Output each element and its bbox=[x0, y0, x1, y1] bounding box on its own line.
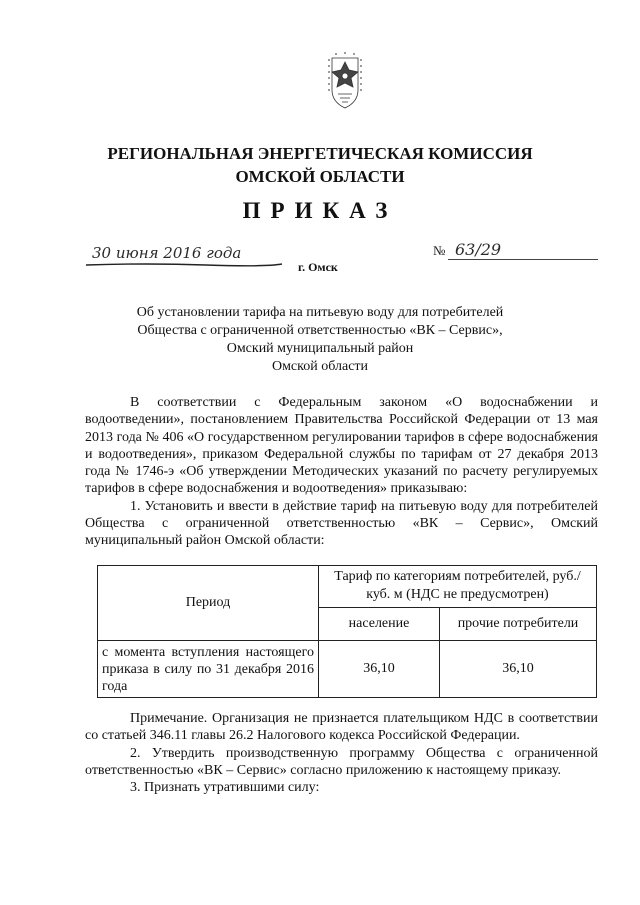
other-consumers-header: прочие потребители bbox=[440, 607, 597, 640]
number-label: № bbox=[433, 243, 446, 258]
item-3-paragraph: 3. Признать утратившими силу: bbox=[130, 780, 320, 796]
item-1-paragraph: 1. Установить и ввести в действие тариф на питьевую воду для потребителей Общества с ограниченной ответственностью «ВК – Сервис», Омский муниципальный район Омской области: bbox=[85, 498, 598, 549]
document-number: 63/29 bbox=[455, 240, 502, 259]
subject-line: Омский муниципальный район bbox=[226, 341, 414, 356]
population-header: население bbox=[319, 607, 440, 640]
population-tariff-cell: 36,10 bbox=[319, 641, 440, 698]
document-type: ПРИКАЗ bbox=[242, 198, 398, 223]
period-header: Период bbox=[98, 566, 319, 641]
subject-line: Общества с ограниченной ответственностью «ВК – Сервис», bbox=[137, 323, 503, 338]
coat-of-arms-icon bbox=[326, 50, 364, 112]
city: г. Омск bbox=[298, 260, 338, 274]
period-cell: с момента вступления настоящего приказа в силу по 31 декабря 2016 года bbox=[98, 641, 319, 698]
body-lower bbox=[85, 710, 598, 796]
tariff-table bbox=[97, 565, 597, 698]
number-underline bbox=[448, 259, 598, 260]
tariff-header: Тариф по категориям потребителей, руб./куб. м (НДС не предусмотрен) bbox=[319, 566, 597, 608]
table-row bbox=[98, 641, 597, 698]
note-paragraph: Примечание. Организация не признается плательщиком НДС в соответствии со статьей 346.11 главы 26.2 Налогового кодекса Российской Федерации. bbox=[85, 711, 598, 744]
item-2-paragraph: 2. Утвердить производственную программу Общества с ограниченной ответственностью «ВК – Сервис» согласно приложению к настоящему приказу. bbox=[85, 745, 598, 778]
subject-line: Омской области bbox=[271, 359, 369, 374]
order-subject bbox=[0, 304, 640, 376]
org-title-line2: ОМСКОЙ ОБЛАСТИ bbox=[235, 167, 405, 186]
date-underline bbox=[86, 262, 282, 268]
preamble-paragraph: В соответствии с Федеральным законом «О водоснабжении и водоотведении», постановлением Правительства Российской Федерации от 13 мая 2013 года № 406 «О государственном регулировании тарифов в сфере водоснабжения и водоотведения», приказом Федеральной службы по тарифам от 27 декабря 2013 года № 1746-э «Об утверждении Методических указаний по расчету регулируемых тарифов в сфере водоснабжения и водоотведения» приказываю: bbox=[85, 395, 598, 497]
document-date: 30 июня 2016 года bbox=[92, 244, 242, 262]
body-upper bbox=[85, 394, 598, 550]
subject-line: Об установлении тарифа на питьевую воду для потребителей bbox=[136, 305, 504, 320]
other-tariff-cell: 36,10 bbox=[440, 641, 597, 698]
org-title-line1: РЕГИОНАЛЬНАЯ ЭНЕРГЕТИЧЕСКАЯ КОМИССИЯ bbox=[107, 144, 533, 163]
